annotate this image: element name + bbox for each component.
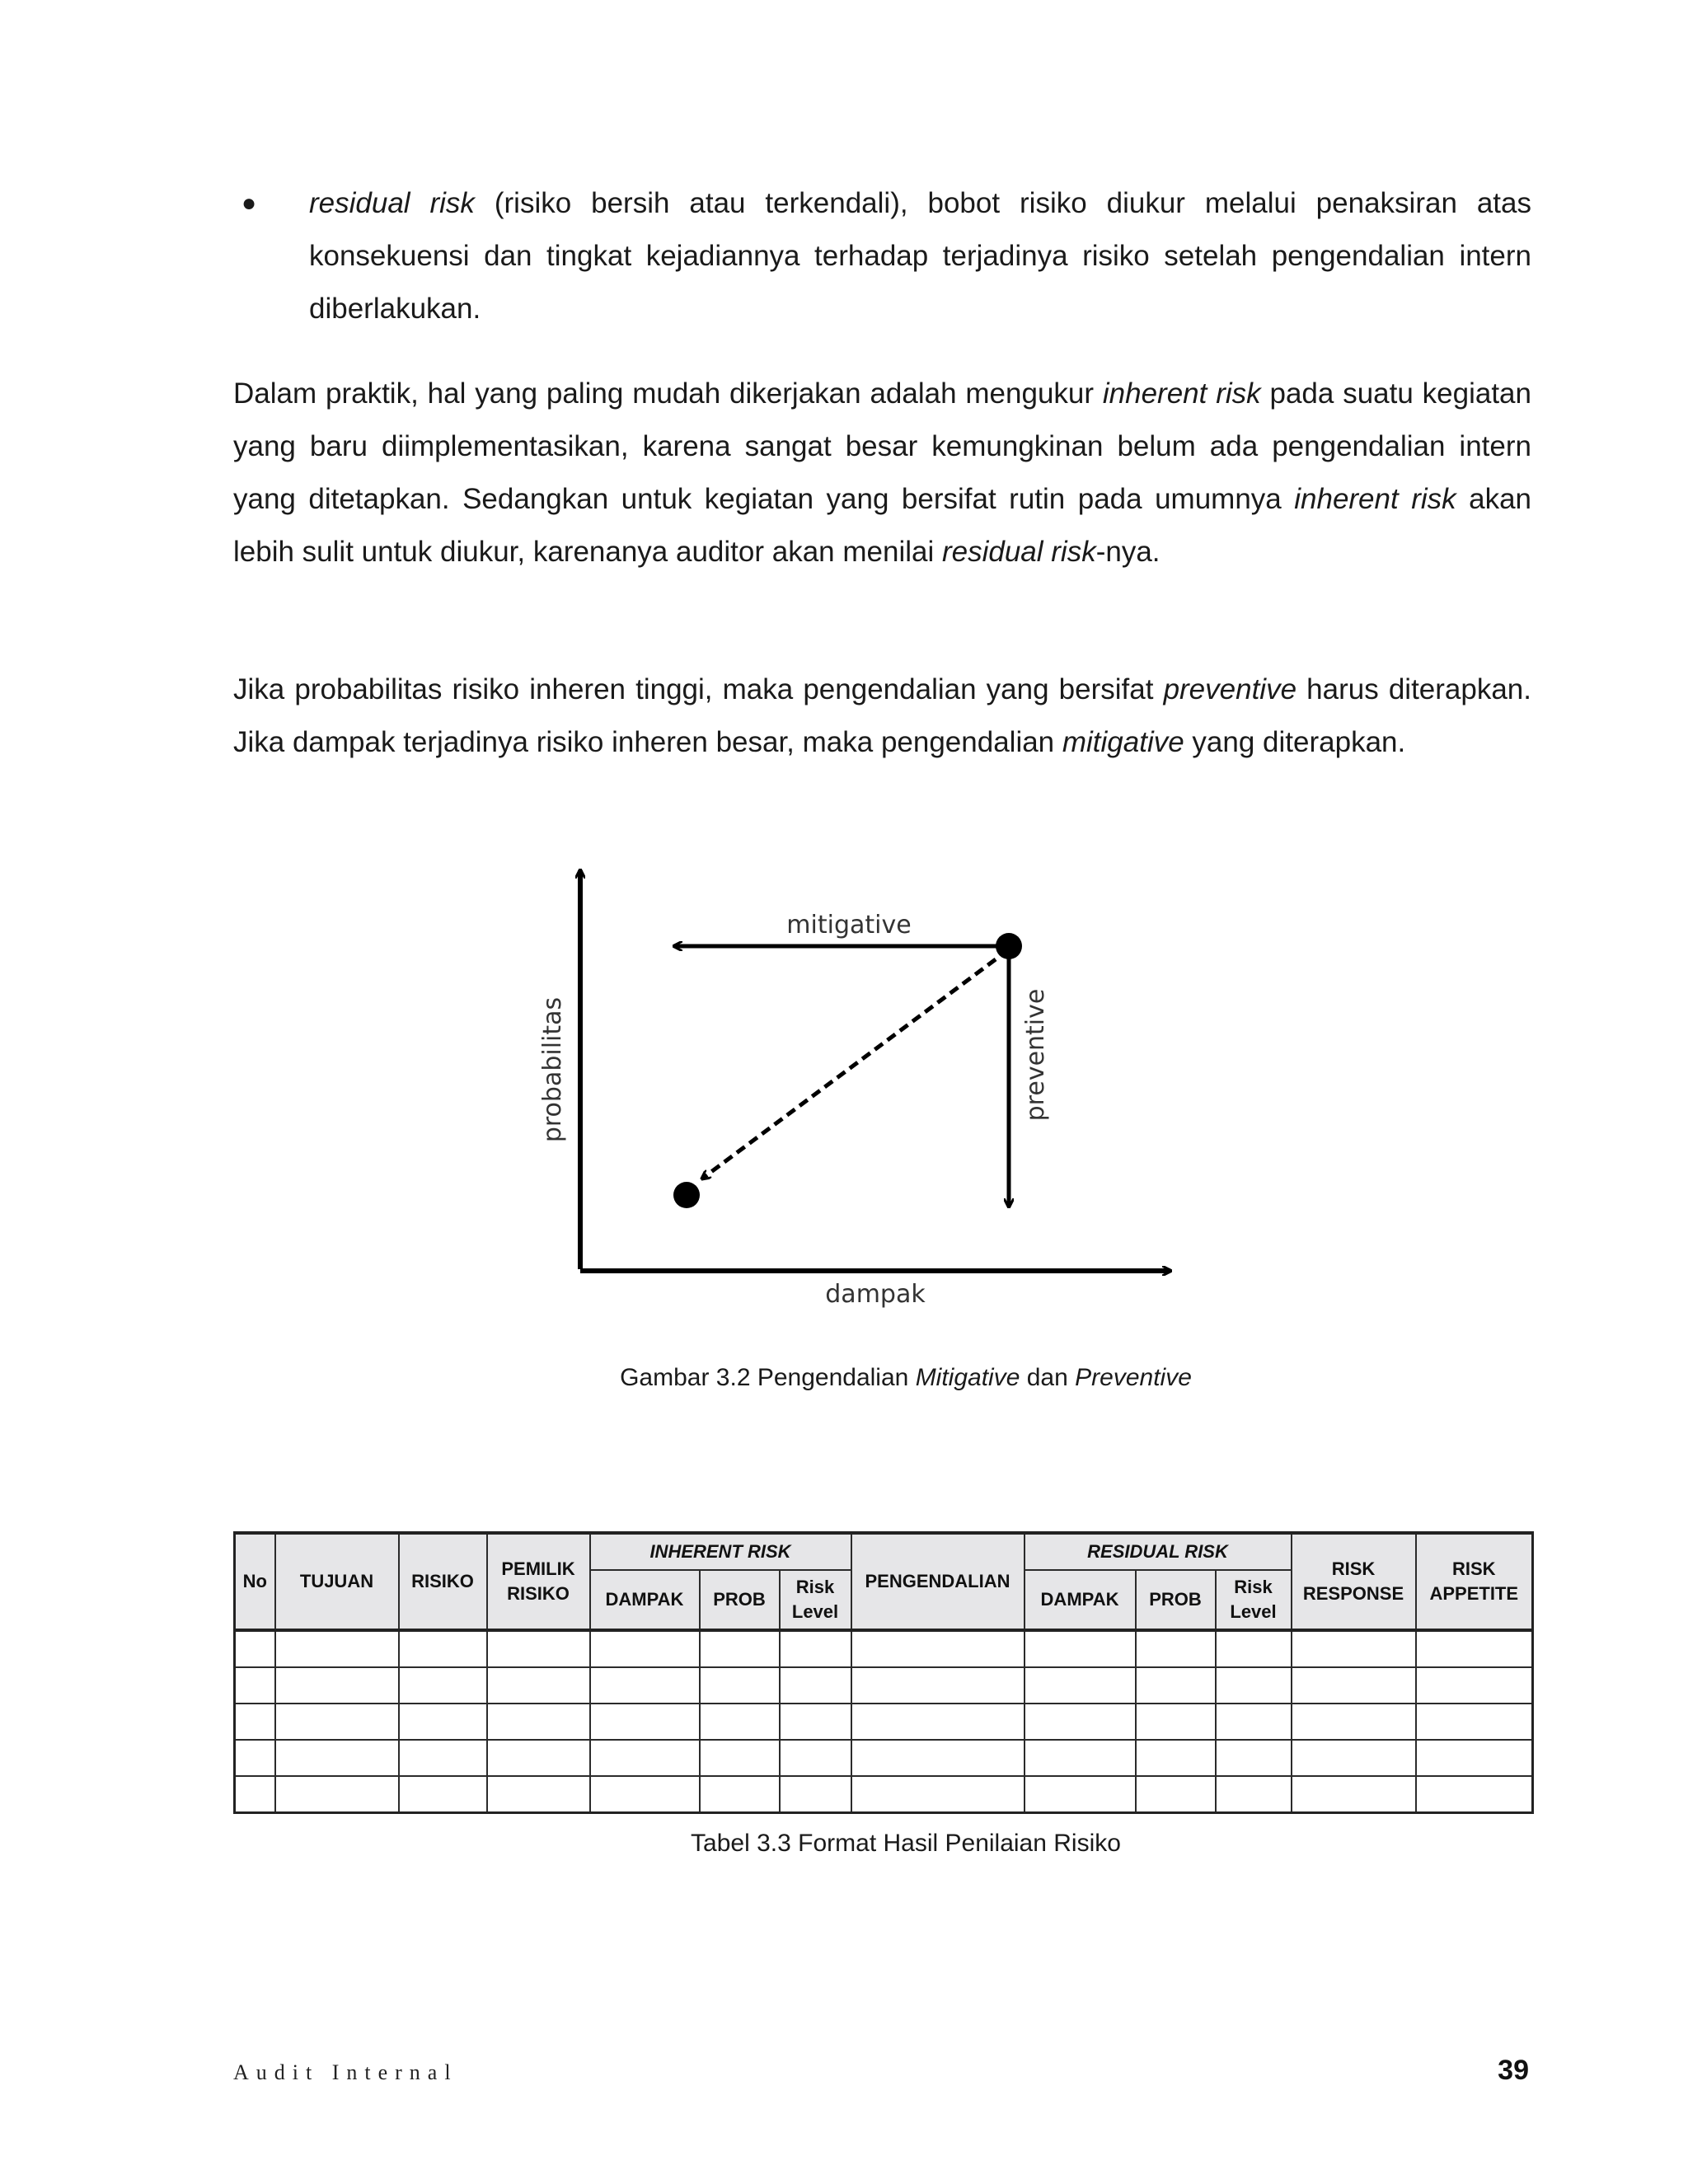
footer-title: Audit Internal	[233, 2060, 458, 2084]
col-inherent-prob: PROB	[700, 1570, 780, 1630]
table-caption: Tabel 3.3 Format Hasil Penilaian Risiko	[691, 1830, 1121, 1857]
bullet-dot: ●	[241, 190, 257, 217]
preventive-label: preventive	[1021, 988, 1050, 1122]
col-tujuan: TUJUAN	[275, 1533, 399, 1630]
paragraph-controls: Jika probabilitas risiko inheren tinggi, maka pengendalian yang bersifat preventive harus diterapkan. Jika dampak terjadinya risiko inheren besar, maka pengendalian mitigative yang diterapkan.	[233, 673, 1531, 758]
page-number: 39	[1498, 2055, 1529, 2086]
residual-dashed-arrow	[702, 959, 996, 1179]
table-row	[235, 1704, 1533, 1740]
col-inherent-dampak: DAMPAK	[590, 1570, 700, 1630]
table-row	[235, 1667, 1533, 1704]
col-pemilik-risiko: PEMILIK RISIKO	[487, 1533, 590, 1630]
mitigative-label: mitigative	[786, 911, 912, 940]
bullet-item	[233, 177, 1531, 335]
figure-caption: Gambar 3.2 Pengendalian Mitigative dan Preventive	[620, 1364, 1192, 1391]
col-risk-appetite: RISK APPETITE	[1416, 1533, 1533, 1630]
paragraph-inherent-risk: Dalam praktik, hal yang paling mudah dikerjakan adalah mengukur inherent risk pada suatu kegiatan yang baru diimplementasikan, karena sangat besar kemungkinan belum ada pengendalian intern yang ditetapkan. Sedangkan untuk kegiatan yang bersifat rutin pada umumnya inherent risk akan lebih sulit untuk diukur, karenanya auditor akan menilai residual risk-nya.	[233, 377, 1531, 568]
bullet-text: residual risk (risiko bersih atau terkendali), bobot risiko diukur melalui penaksiran atas konsekuensi dan tingkat kejadiannya terhadap terjadinya risiko setelah pengendalian intern diberlakukan.	[309, 187, 1531, 325]
col-pengendalian: PENGENDALIAN	[851, 1533, 1025, 1630]
probabilitas-label: probabilitas	[538, 996, 567, 1143]
col-risk-response: RISK RESPONSE	[1292, 1533, 1416, 1630]
col-inherent-level: Risk Level	[780, 1570, 851, 1630]
col-residual-prob: PROB	[1136, 1570, 1216, 1630]
col-residual-dampak: DAMPAK	[1025, 1570, 1136, 1630]
table-row	[235, 1740, 1533, 1776]
col-no: No	[235, 1533, 275, 1630]
inherent-point	[996, 933, 1022, 959]
dampak-label: dampak	[825, 1280, 926, 1309]
control-diagram	[528, 857, 1187, 1319]
col-residual-level: Risk Level	[1216, 1570, 1292, 1630]
col-residual-risk: RESIDUAL RISK	[1025, 1533, 1292, 1570]
bullet-term: residual risk	[309, 187, 475, 219]
table-row	[235, 1776, 1533, 1813]
table-row	[235, 1630, 1533, 1667]
risk-assessment-table	[233, 1531, 1531, 1814]
residual-point	[673, 1182, 700, 1208]
col-risiko: RISIKO	[399, 1533, 487, 1630]
col-inherent-risk: INHERENT RISK	[590, 1533, 851, 1570]
